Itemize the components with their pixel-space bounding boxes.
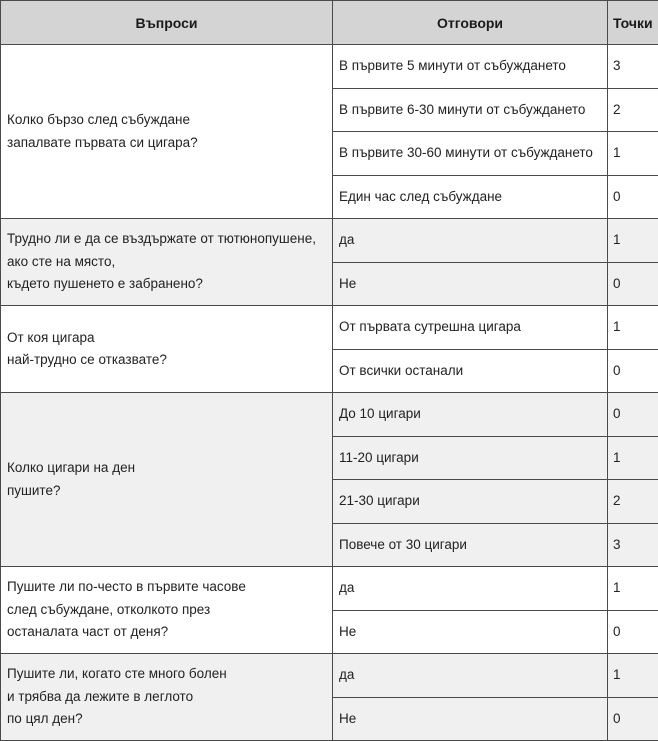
question-cell xyxy=(1,219,333,306)
answer-row xyxy=(1,393,658,437)
answer-cell: В първите 6-30 минути от събуждането xyxy=(333,88,608,132)
points-cell: 0 xyxy=(608,610,658,654)
header-answers: Отговори xyxy=(333,1,608,45)
question-cell xyxy=(1,567,333,654)
answer-row xyxy=(1,306,658,350)
question-text-line: Колко бързо след събуждане xyxy=(7,112,191,127)
question-text-line: и трябва да лежите в леглото xyxy=(7,688,194,704)
points-cell: 0 xyxy=(608,349,658,393)
answer-row xyxy=(1,219,658,263)
answer-cell: Един час след събуждане xyxy=(333,175,608,219)
question-cell xyxy=(1,393,333,567)
points-cell: 2 xyxy=(608,88,658,132)
answer-cell: да xyxy=(333,567,608,611)
answer-cell: До 10 цигари xyxy=(333,393,608,437)
question-cell xyxy=(1,654,333,741)
points-cell: 1 xyxy=(608,436,658,480)
points-cell: 3 xyxy=(608,45,658,89)
points-cell: 1 xyxy=(608,219,658,263)
question-text-line: Колко цигари на ден xyxy=(7,460,136,475)
header-questions: Въпроси xyxy=(1,1,333,45)
answer-cell: 11-20 цигари xyxy=(333,436,608,480)
points-cell: 1 xyxy=(608,654,658,698)
header-points: Точки xyxy=(608,1,658,45)
points-cell: 0 xyxy=(608,697,658,741)
question-text-line: запалвате първата си цигара? xyxy=(7,134,198,150)
answer-cell: Не xyxy=(333,262,608,306)
answer-cell: Не xyxy=(333,610,608,654)
points-cell: 1 xyxy=(608,567,658,611)
answer-cell: В първите 30-60 минути от събуждането xyxy=(333,132,608,176)
question-cell xyxy=(1,306,333,393)
header-row xyxy=(1,1,658,45)
answer-cell: Не xyxy=(333,697,608,741)
points-cell: 2 xyxy=(608,480,658,524)
question-text-line: пушите? xyxy=(7,482,61,498)
answer-cell: да xyxy=(333,654,608,698)
answer-cell: да xyxy=(333,219,608,263)
answer-cell: В първите 5 минути от събуждането xyxy=(333,45,608,89)
answer-cell: От всички останали xyxy=(333,349,608,393)
answer-cell: От първата сутрешна цигара xyxy=(333,306,608,350)
question-text-line: след събуждане, отколкото през xyxy=(7,601,211,617)
points-cell: 1 xyxy=(608,306,658,350)
question-text-line: най-трудно се отказвате? xyxy=(7,352,167,367)
question-text-line: ако сте на място, xyxy=(7,253,116,269)
answer-row xyxy=(1,567,658,611)
answer-row xyxy=(1,45,658,89)
questions-body xyxy=(1,45,658,741)
question-text-line: където пушенето е забранено? xyxy=(7,276,203,292)
question-text-line: Пушите ли по-често в първите часове xyxy=(7,579,246,595)
answer-cell: Повече от 30 цигари xyxy=(333,523,608,567)
question-text-line: по цял ден? xyxy=(7,711,83,727)
answer-cell: 21-30 цигари xyxy=(333,480,608,524)
points-cell: 0 xyxy=(608,175,658,219)
question-text-line: останалата част от деня? xyxy=(7,624,169,640)
question-text-line: Пушите ли, когато сте много болен xyxy=(7,666,227,682)
question-text-line: Трудно ли е да се въздържате от тютюнопушене, xyxy=(7,231,316,247)
question-text-line: От коя цигара xyxy=(7,329,95,345)
answer-row xyxy=(1,654,658,698)
question-cell xyxy=(1,45,333,219)
points-cell: 0 xyxy=(608,262,658,306)
points-cell: 0 xyxy=(608,393,658,437)
points-cell: 3 xyxy=(608,523,658,567)
points-cell: 1 xyxy=(608,132,658,176)
